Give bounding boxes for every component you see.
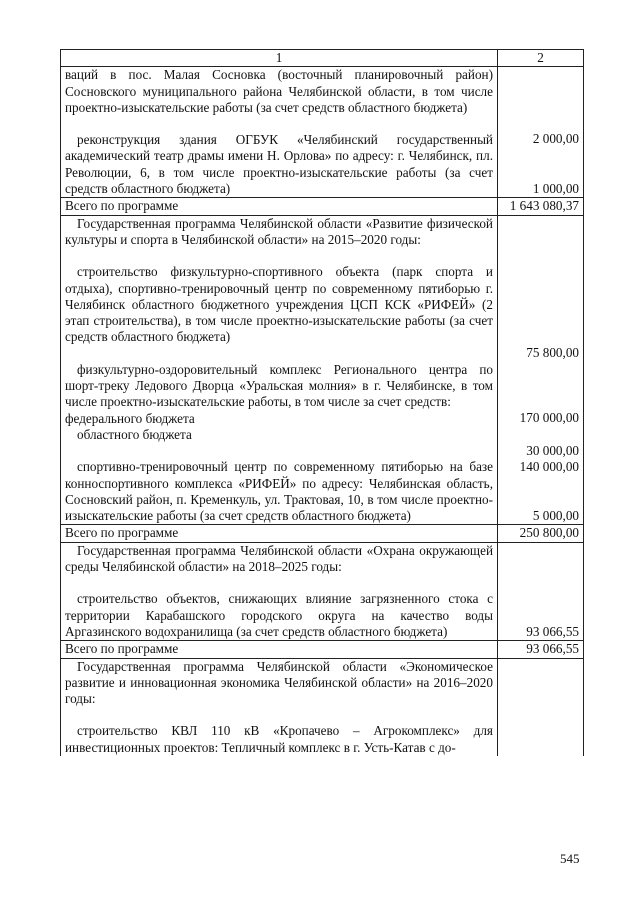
program-title: Государственная программа Челябинской области «Охрана окружающей среды Челябинской области» на 2018–2025 годы: <box>65 542 493 575</box>
item-value: 75 800,00 <box>526 344 579 360</box>
total-row <box>61 641 584 658</box>
federal-value: 30 000,00 <box>526 442 579 458</box>
table-row <box>61 542 584 640</box>
total-value: 1 643 080,37 <box>498 198 584 215</box>
budget-table <box>60 49 584 756</box>
item-text: ваций в пос. Малая Сосновка (восточный планировочный район) Сосновского муниципального района Челябинской области, в том числе проектно-изыскательские работы (за счет средств областного бюджета) <box>65 67 493 115</box>
table-header-row <box>61 50 584 67</box>
total-label: Всего по программе <box>61 525 498 542</box>
header-col1: 1 <box>61 50 498 67</box>
program-title: Государственная программа Челябинской области «Развитие физической культуры и спорта в Челябинской области» на 2015–2020 годы: <box>65 215 493 247</box>
item-value: 170 000,00 <box>519 409 579 425</box>
total-row <box>61 198 584 215</box>
item-text: реконструкция здания ОГБУК «Челябинский государственный академический театр драмы имени Н. Орлова» по адресу: г. Челябинск, пл. Революции, 6, в том числе проектно-изыскательские работы (за счет средств областного бюджета) <box>65 132 493 197</box>
total-value: 250 800,00 <box>498 525 584 542</box>
item-value: 1 000,00 <box>532 181 579 197</box>
total-label: Всего по программе <box>61 641 498 658</box>
page-number: 545 <box>560 851 580 866</box>
program-title: Государственная программа Челябинской области «Экономическое развитие и инновационная экономика Челябинской области» на 2016–2020 годы: <box>65 658 493 707</box>
header-col2: 2 <box>498 50 584 67</box>
regional-label: областного бюджета <box>77 426 192 442</box>
item-value: 5 000,00 <box>532 508 579 524</box>
item-text: спортивно-тренировочный центр по современному пятиборью на базе конноспортивного комплекса «РИФЕЙ» по адресу: Челябинская область, Сосновский район, п. Кременкуль, ул. Трактовая, 10, в том числе проектно-изыскательские работы (за счет средств областного бюджета) <box>65 459 493 524</box>
item-text: строительство КВЛ 110 кВ «Кропачево – Агрокомплекс» для инвестиционных проектов: Тепличный комплекс в г. Усть-Катав с до- <box>65 723 493 755</box>
total-label: Всего по программе <box>61 198 498 215</box>
item-text: строительство объектов, снижающих влияние загрязненного стока с территории Карабашского городского округа на качество воды Аргазинского водохранилища (за счет средств областного бюджета) <box>65 591 493 639</box>
table-row <box>61 67 584 198</box>
item-text: физкультурно-оздоровительный комплекс Регионального центра по шорт-треку Ледового Дворца «Уральская молния» в г. Челябинске, в том числе проектно-изыскательские работы, в том числе за счет средств: <box>65 361 493 410</box>
table-row <box>61 658 584 756</box>
table-row <box>61 215 584 525</box>
item-text: строительство физкультурно-спортивного объекта (парк спорта и отдыха), спортивно-тренировочный центр по современному пятиборью г. Челябинск областного бюджетного учреждения ЦСП КСК «РИФЕЙ» (2 этап строительства), в том числе проектно-изыскательские работы (за счет средств областного бюджета) <box>65 264 493 345</box>
total-row <box>61 525 584 542</box>
federal-label: федерального бюджета <box>65 410 195 426</box>
item-value: 2 000,00 <box>532 131 579 147</box>
total-value: 93 066,55 <box>498 641 584 658</box>
item-value: 93 066,55 <box>498 542 584 640</box>
regional-value: 140 000,00 <box>519 458 579 474</box>
